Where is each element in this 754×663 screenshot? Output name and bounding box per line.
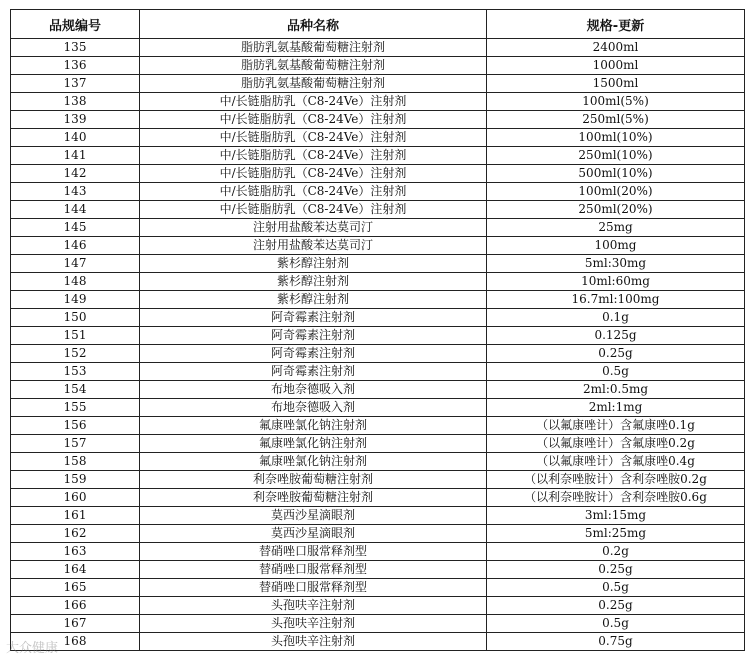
specification-cell: 100ml(20%) xyxy=(487,183,745,201)
table-row xyxy=(11,633,745,651)
drug-name-cell: 注射用盐酸苯达莫司汀 xyxy=(140,237,487,255)
table-row xyxy=(11,471,745,489)
item-number-cell: 162 xyxy=(11,525,140,543)
item-number-cell: 139 xyxy=(11,111,140,129)
item-number-cell: 156 xyxy=(11,417,140,435)
drug-name-cell: 脂肪乳氨基酸葡萄糖注射剂 xyxy=(140,75,487,93)
drug-name-cell: 阿奇霉素注射剂 xyxy=(140,345,487,363)
specification-cell: 10ml:60mg xyxy=(487,273,745,291)
table-body xyxy=(11,39,745,651)
drug-name-cell: 头孢呋辛注射剂 xyxy=(140,597,487,615)
drug-name-cell: 氟康唑氯化钠注射剂 xyxy=(140,417,487,435)
item-number-cell: 135 xyxy=(11,39,140,57)
drug-name-cell: 中/长链脂肪乳（C8-24Ve）注射剂 xyxy=(140,201,487,219)
specification-cell: （以氟康唑计）含氟康唑0.4g xyxy=(487,453,745,471)
item-number-cell: 148 xyxy=(11,273,140,291)
specification-cell: 3ml:15mg xyxy=(487,507,745,525)
specification-cell: （以利奈唑胺计）含利奈唑胺0.2g xyxy=(487,471,745,489)
specification-cell: 2ml:0.5mg xyxy=(487,381,745,399)
item-number-cell: 152 xyxy=(11,345,140,363)
drug-name-cell: 利奈唑胺葡萄糖注射剂 xyxy=(140,489,487,507)
drug-name-cell: 中/长链脂肪乳（C8-24Ve）注射剂 xyxy=(140,165,487,183)
table-row xyxy=(11,255,745,273)
drug-name-cell: 中/长链脂肪乳（C8-24Ve）注射剂 xyxy=(140,147,487,165)
table-row xyxy=(11,201,745,219)
table-row xyxy=(11,291,745,309)
specification-cell: 16.7ml:100mg xyxy=(487,291,745,309)
item-number-cell: 153 xyxy=(11,363,140,381)
table-row xyxy=(11,561,745,579)
drug-name-cell: 注射用盐酸苯达莫司汀 xyxy=(140,219,487,237)
item-number-cell: 145 xyxy=(11,219,140,237)
drug-name-cell: 替硝唑口服常释剂型 xyxy=(140,561,487,579)
specification-cell: 1500ml xyxy=(487,75,745,93)
table-row xyxy=(11,57,745,75)
drug-name-cell: 阿奇霉素注射剂 xyxy=(140,309,487,327)
table-row xyxy=(11,147,745,165)
drug-name-cell: 头孢呋辛注射剂 xyxy=(140,633,487,651)
table-row xyxy=(11,453,745,471)
table-row xyxy=(11,417,745,435)
item-number-cell: 155 xyxy=(11,399,140,417)
drug-name-cell: 替硝唑口服常释剂型 xyxy=(140,543,487,561)
drug-name-cell: 氟康唑氯化钠注射剂 xyxy=(140,453,487,471)
specification-cell: 250ml(5%) xyxy=(487,111,745,129)
item-number-cell: 160 xyxy=(11,489,140,507)
item-number-cell: 164 xyxy=(11,561,140,579)
header-drug-name: 品种名称 xyxy=(140,10,487,39)
specification-cell: 100ml(5%) xyxy=(487,93,745,111)
drug-name-cell: 头孢呋辛注射剂 xyxy=(140,615,487,633)
specification-cell: 0.25g xyxy=(487,561,745,579)
table-row xyxy=(11,129,745,147)
specification-cell: 2400ml xyxy=(487,39,745,57)
item-number-cell: 140 xyxy=(11,129,140,147)
item-number-cell: 149 xyxy=(11,291,140,309)
item-number-cell: 146 xyxy=(11,237,140,255)
item-number-cell: 168 xyxy=(11,633,140,651)
specification-cell: 0.125g xyxy=(487,327,745,345)
table-row xyxy=(11,219,745,237)
drug-name-cell: 脂肪乳氨基酸葡萄糖注射剂 xyxy=(140,57,487,75)
specification-cell: 2ml:1mg xyxy=(487,399,745,417)
table-row xyxy=(11,399,745,417)
specification-cell: 0.2g xyxy=(487,543,745,561)
item-number-cell: 158 xyxy=(11,453,140,471)
item-number-cell: 138 xyxy=(11,93,140,111)
specification-cell: 250ml(10%) xyxy=(487,147,745,165)
drug-name-cell: 紫杉醇注射剂 xyxy=(140,255,487,273)
item-number-cell: 157 xyxy=(11,435,140,453)
drug-name-cell: 中/长链脂肪乳（C8-24Ve）注射剂 xyxy=(140,93,487,111)
drug-spec-table xyxy=(10,9,745,651)
item-number-cell: 143 xyxy=(11,183,140,201)
specification-cell: 0.5g xyxy=(487,363,745,381)
drug-name-cell: 莫西沙星滴眼剂 xyxy=(140,507,487,525)
item-number-cell: 137 xyxy=(11,75,140,93)
table-row xyxy=(11,363,745,381)
specification-cell: 0.1g xyxy=(487,309,745,327)
item-number-cell: 144 xyxy=(11,201,140,219)
item-number-cell: 166 xyxy=(11,597,140,615)
drug-name-cell: 紫杉醇注射剂 xyxy=(140,291,487,309)
drug-name-cell: 氟康唑氯化钠注射剂 xyxy=(140,435,487,453)
item-number-cell: 142 xyxy=(11,165,140,183)
specification-cell: 0.25g xyxy=(487,345,745,363)
specification-cell: 25mg xyxy=(487,219,745,237)
specification-cell: 5ml:30mg xyxy=(487,255,745,273)
item-number-cell: 141 xyxy=(11,147,140,165)
drug-name-cell: 阿奇霉素注射剂 xyxy=(140,327,487,345)
header-specification: 规格-更新 xyxy=(487,10,745,39)
item-number-cell: 161 xyxy=(11,507,140,525)
drug-name-cell: 莫西沙星滴眼剂 xyxy=(140,525,487,543)
specification-cell: 0.5g xyxy=(487,579,745,597)
table-row xyxy=(11,597,745,615)
specification-cell: （以氟康唑计）含氟康唑0.2g xyxy=(487,435,745,453)
specification-cell: 0.5g xyxy=(487,615,745,633)
table-row xyxy=(11,183,745,201)
drug-name-cell: 布地奈德吸入剂 xyxy=(140,381,487,399)
specification-cell: 5ml:25mg xyxy=(487,525,745,543)
specification-cell: 100ml(10%) xyxy=(487,129,745,147)
table-row xyxy=(11,165,745,183)
table-row xyxy=(11,435,745,453)
table-row xyxy=(11,615,745,633)
item-number-cell: 154 xyxy=(11,381,140,399)
table-row xyxy=(11,93,745,111)
watermark: 大众健康 xyxy=(6,641,59,656)
drug-name-cell: 阿奇霉素注射剂 xyxy=(140,363,487,381)
drug-name-cell: 中/长链脂肪乳（C8-24Ve）注射剂 xyxy=(140,129,487,147)
specification-cell: 500ml(10%) xyxy=(487,165,745,183)
table-row xyxy=(11,381,745,399)
table-row xyxy=(11,111,745,129)
item-number-cell: 147 xyxy=(11,255,140,273)
item-number-cell: 150 xyxy=(11,309,140,327)
specification-cell: （以利奈唑胺计）含利奈唑胺0.6g xyxy=(487,489,745,507)
table-row xyxy=(11,327,745,345)
table-header xyxy=(11,10,745,39)
drug-name-cell: 中/长链脂肪乳（C8-24Ve）注射剂 xyxy=(140,111,487,129)
specification-cell: 1000ml xyxy=(487,57,745,75)
table-row xyxy=(11,273,745,291)
table-row xyxy=(11,525,745,543)
drug-name-cell: 脂肪乳氨基酸葡萄糖注射剂 xyxy=(140,39,487,57)
header-item-number: 品规编号 xyxy=(11,10,140,39)
drug-name-cell: 利奈唑胺葡萄糖注射剂 xyxy=(140,471,487,489)
item-number-cell: 136 xyxy=(11,57,140,75)
drug-name-cell: 替硝唑口服常释剂型 xyxy=(140,579,487,597)
header-row xyxy=(11,10,745,39)
table-row xyxy=(11,39,745,57)
item-number-cell: 159 xyxy=(11,471,140,489)
table-row xyxy=(11,507,745,525)
drug-name-cell: 中/长链脂肪乳（C8-24Ve）注射剂 xyxy=(140,183,487,201)
table-row xyxy=(11,579,745,597)
item-number-cell: 165 xyxy=(11,579,140,597)
item-number-cell: 163 xyxy=(11,543,140,561)
table-row xyxy=(11,345,745,363)
table-row xyxy=(11,543,745,561)
table-row xyxy=(11,237,745,255)
specification-cell: 0.25g xyxy=(487,597,745,615)
item-number-cell: 151 xyxy=(11,327,140,345)
table-row xyxy=(11,75,745,93)
table-row xyxy=(11,489,745,507)
specification-cell: （以氟康唑计）含氟康唑0.1g xyxy=(487,417,745,435)
specification-cell: 100mg xyxy=(487,237,745,255)
item-number-cell: 167 xyxy=(11,615,140,633)
specification-cell: 250ml(20%) xyxy=(487,201,745,219)
specification-cell: 0.75g xyxy=(487,633,745,651)
table-row xyxy=(11,309,745,327)
drug-name-cell: 紫杉醇注射剂 xyxy=(140,273,487,291)
drug-name-cell: 布地奈德吸入剂 xyxy=(140,399,487,417)
